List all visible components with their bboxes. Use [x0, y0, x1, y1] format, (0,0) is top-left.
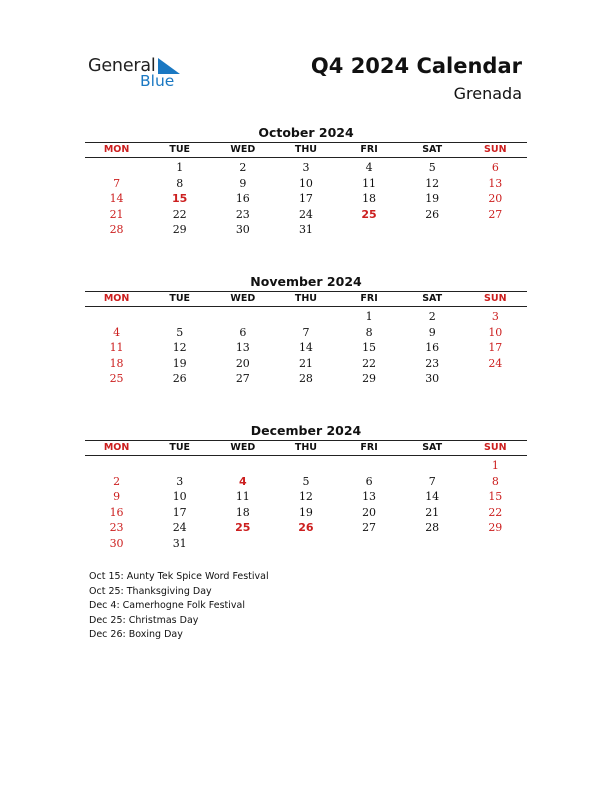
day-cell: 20 [235, 356, 250, 370]
day-cell [338, 536, 401, 552]
day-cell: 10 [172, 490, 187, 503]
day-cell: 1 [491, 459, 499, 472]
day-cell: 3 [491, 310, 499, 323]
holiday-note: Dec 25: Christmas Day [89, 614, 199, 626]
weekday-header-row [85, 291, 527, 307]
page-title: Q4 2024 Calendar [310, 54, 522, 78]
day-cell [401, 222, 464, 238]
day-cell: 17 [488, 341, 503, 354]
week-row [85, 325, 527, 341]
day-cell [211, 309, 274, 325]
day-cell: 18 [362, 192, 377, 205]
logo [88, 56, 188, 92]
day-cell: 11 [235, 490, 250, 503]
day-cell: 24 [172, 521, 187, 534]
day-cell: 16 [109, 505, 124, 519]
month-december [85, 422, 527, 551]
day-cell: 31 [298, 223, 313, 236]
day-cell: 26 [298, 521, 314, 534]
day-cell: 12 [298, 490, 313, 503]
weekday-label: FRI [360, 442, 378, 453]
day-cell: 6 [491, 161, 499, 174]
day-cell [85, 309, 148, 325]
day-cell: 8 [491, 474, 499, 488]
week-row [85, 191, 527, 207]
day-cell: 25 [361, 207, 377, 221]
weekday-label: SAT [422, 144, 443, 155]
day-cell [274, 536, 337, 552]
day-cell [85, 160, 148, 176]
day-cell: 22 [488, 505, 503, 519]
weekday-label: TUE [169, 144, 191, 155]
day-cell [401, 536, 464, 552]
holiday-note: Oct 25: Thanksgiving Day [89, 585, 212, 597]
day-cell: 25 [109, 372, 124, 385]
weekday-label: WED [230, 293, 256, 304]
week-row [85, 340, 527, 356]
day-cell: 21 [109, 207, 124, 221]
day-cell: 14 [298, 341, 313, 354]
day-cell: 1 [365, 310, 373, 323]
day-cell: 21 [298, 356, 313, 370]
day-cell: 20 [362, 505, 377, 519]
day-cell [211, 458, 274, 474]
day-cell: 3 [302, 161, 310, 174]
day-cell: 9 [428, 325, 436, 339]
day-cell: 24 [298, 207, 313, 221]
day-cell: 4 [365, 161, 373, 174]
day-cell: 15 [488, 490, 503, 503]
day-cell: 6 [239, 325, 247, 339]
day-cell [338, 222, 401, 238]
day-cell: 16 [425, 341, 440, 354]
weekday-header-row [85, 440, 527, 456]
weekday-label: MON [103, 442, 130, 453]
weekday-header-row [85, 142, 527, 158]
day-cell: 2 [239, 161, 247, 174]
day-cell: 29 [362, 372, 377, 385]
day-cell: 7 [113, 176, 121, 190]
day-cell: 30 [425, 372, 440, 385]
logo-word-general: General [88, 56, 156, 76]
weekday-label: WED [230, 144, 256, 155]
weekday-label: THU [294, 144, 318, 155]
weekday-label: THU [294, 293, 318, 304]
weekday-label: TUE [169, 293, 191, 304]
day-cell: 16 [235, 192, 250, 205]
day-cell: 27 [235, 372, 250, 385]
month-october [85, 124, 527, 238]
holiday-notes [89, 570, 269, 643]
day-cell: 17 [298, 192, 313, 205]
day-cell [148, 458, 211, 474]
day-cell: 9 [239, 176, 247, 190]
day-cell: 27 [362, 521, 377, 534]
day-cell: 2 [113, 474, 121, 488]
page-subtitle: Grenada [453, 84, 522, 103]
month-title: December 2024 [250, 423, 362, 438]
day-cell: 7 [428, 474, 436, 488]
day-cell: 8 [176, 176, 184, 190]
day-cell: 20 [488, 192, 503, 205]
week-row [85, 222, 527, 238]
day-cell: 10 [298, 176, 313, 190]
day-cell: 19 [298, 505, 313, 519]
week-row [85, 371, 527, 387]
day-cell [464, 371, 527, 387]
day-cell: 28 [425, 521, 440, 534]
week-row [85, 160, 527, 176]
day-cell: 14 [425, 490, 440, 503]
weekday-label: FRI [360, 144, 378, 155]
day-cell: 13 [235, 341, 250, 354]
day-cell: 5 [302, 474, 310, 488]
day-cell [338, 458, 401, 474]
day-cell: 23 [109, 521, 124, 534]
week-row [85, 458, 527, 474]
day-cell: 28 [109, 223, 124, 236]
day-cell [274, 458, 337, 474]
day-cell: 10 [488, 325, 503, 339]
week-row [85, 207, 527, 223]
day-cell: 11 [362, 176, 377, 190]
day-cell: 2 [428, 310, 436, 323]
weekday-label: SUN [484, 442, 507, 453]
logo-word-blue: Blue [140, 72, 175, 90]
day-cell: 26 [172, 372, 187, 385]
week-row [85, 356, 527, 372]
day-cell: 4 [113, 325, 121, 339]
weekday-label: SUN [484, 144, 507, 155]
holiday-note: Oct 15: Aunty Tek Spice Word Festival [89, 571, 269, 582]
day-cell: 1 [176, 161, 184, 174]
holiday-note: Dec 26: Boxing Day [89, 629, 183, 641]
day-cell: 21 [425, 505, 440, 519]
week-row [85, 309, 527, 325]
day-cell: 23 [425, 356, 440, 370]
weekday-label: FRI [360, 293, 378, 304]
day-cell [464, 536, 527, 552]
weekday-label: TUE [169, 442, 191, 453]
week-row [85, 505, 527, 521]
day-cell: 27 [488, 207, 503, 221]
month-november [85, 273, 527, 387]
day-cell: 15 [172, 192, 188, 205]
day-cell: 13 [488, 176, 503, 190]
day-cell: 18 [235, 505, 250, 519]
weekday-label: WED [230, 442, 256, 453]
day-cell: 29 [488, 521, 503, 534]
day-cell: 3 [176, 474, 184, 488]
day-cell: 9 [113, 490, 121, 503]
day-cell [274, 309, 337, 325]
day-cell: 22 [172, 207, 187, 221]
day-cell [401, 458, 464, 474]
day-cell: 17 [172, 505, 187, 519]
weekday-label: MON [103, 144, 130, 155]
day-cell: 14 [109, 192, 124, 205]
weekday-label: SAT [422, 442, 443, 453]
day-cell: 25 [235, 521, 251, 534]
day-cell: 5 [176, 325, 184, 339]
day-cell: 8 [365, 325, 373, 339]
month-title: October 2024 [258, 125, 354, 140]
day-cell: 18 [109, 356, 124, 370]
day-cell: 19 [425, 192, 440, 205]
week-row [85, 520, 527, 536]
month-title: November 2024 [250, 274, 362, 289]
week-row [85, 536, 527, 552]
day-cell [211, 536, 274, 552]
day-cell: 5 [428, 161, 436, 174]
day-cell: 29 [172, 223, 187, 236]
weekday-label: MON [103, 293, 130, 304]
weekday-label: SAT [422, 293, 443, 304]
day-cell: 12 [172, 341, 187, 354]
week-row [85, 474, 527, 490]
day-cell: 31 [172, 536, 187, 550]
day-cell [148, 309, 211, 325]
day-cell: 24 [488, 356, 503, 370]
week-row [85, 176, 527, 192]
day-cell: 4 [238, 474, 247, 488]
day-cell: 28 [298, 372, 313, 385]
day-cell [85, 458, 148, 474]
week-row [85, 489, 527, 505]
weekday-label: THU [294, 442, 318, 453]
day-cell: 13 [362, 490, 377, 503]
holiday-note: Dec 4: Camerhogne Folk Festival [89, 600, 245, 612]
day-cell: 11 [109, 341, 124, 354]
day-cell: 7 [302, 325, 310, 339]
day-cell: 30 [235, 223, 250, 236]
weekday-label: SUN [484, 293, 507, 304]
day-cell [464, 222, 527, 238]
day-cell: 6 [365, 474, 373, 488]
day-cell: 19 [172, 356, 187, 370]
day-cell: 15 [362, 341, 377, 354]
day-cell: 12 [425, 176, 440, 190]
day-cell: 22 [362, 356, 377, 370]
day-cell: 30 [109, 536, 124, 550]
day-cell: 26 [425, 207, 440, 221]
day-cell: 23 [235, 207, 250, 221]
